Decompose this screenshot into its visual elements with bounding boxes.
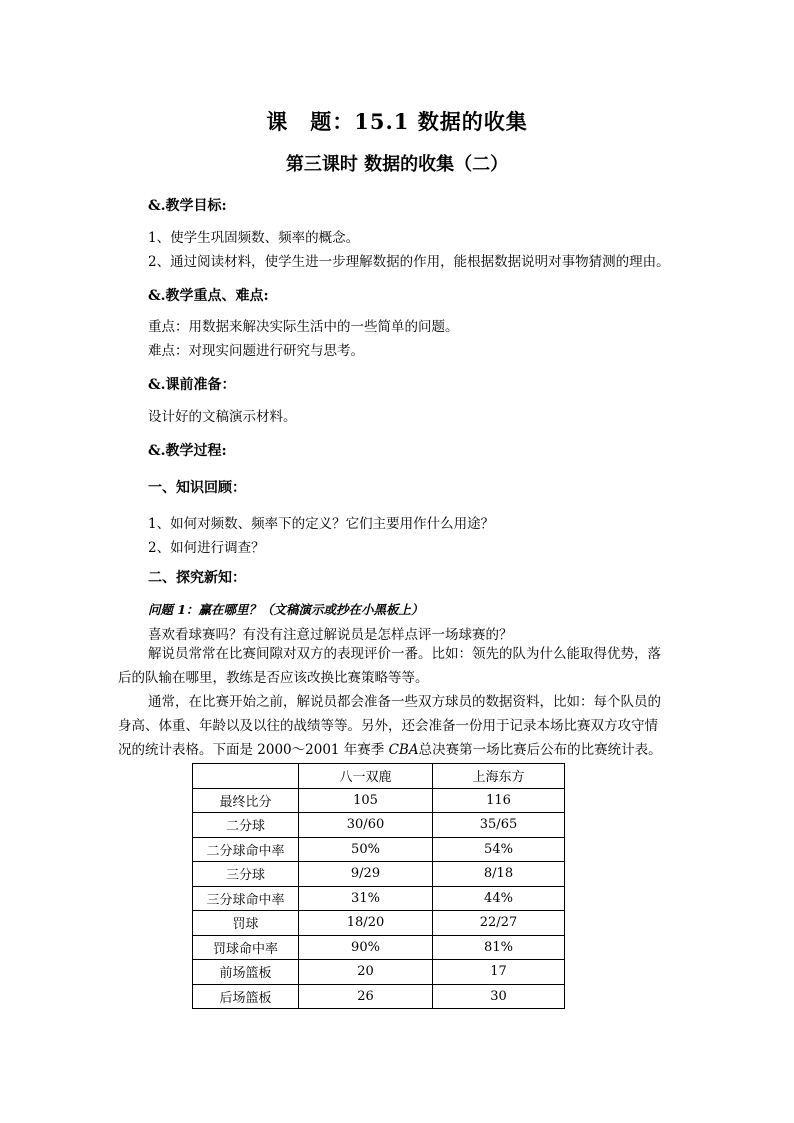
explore-heading: 二、探究新知：: [148, 570, 246, 586]
objective-item: 2、通过阅读材料，使学生进一步理解数据的作用，能根据数据说明对事物猜测的理由。: [148, 254, 670, 270]
table-header-row: [193, 764, 565, 789]
focus-text: 重点：用数据来解决实际生活中的一些简单的问题。: [148, 319, 459, 335]
table-cell: 22/27: [433, 911, 565, 936]
table-row: [193, 862, 565, 887]
paragraph-text: 通常，在比赛开始之前，解说员都会准备一些双方球员的数据资料，比如：每个队员的身高、体重、年龄以及以往的战绩等等。另外，还会准备一份用于记录本场比赛双方攻守情况的统计表格。下面是 2000～2001 年赛季: [118, 694, 661, 758]
objectives-heading: &.教学目标:: [148, 198, 227, 214]
paragraph: 喜欢看球赛吗？有没有注意过解说员是怎样点评一场球赛的？: [148, 627, 513, 643]
keypoints-heading: &.教学重点、难点:: [148, 288, 269, 304]
table-cell: 后场篮板: [193, 984, 299, 1009]
table-row: [193, 911, 565, 936]
table-row: [193, 886, 565, 911]
review-heading: 一、知识回顾：: [148, 480, 246, 496]
table-header-cell: 八一双鹿: [299, 764, 433, 789]
paragraph: [118, 690, 663, 762]
table-cell: 17: [433, 960, 565, 985]
table-cell: 二分球命中率: [193, 837, 299, 862]
preparation-heading: &.课前准备：: [148, 377, 236, 393]
paragraph-text: 总决赛第一场比赛后公布的比赛统计表。: [418, 742, 662, 758]
lesson-title: 课 题：15.1 数据的收集: [266, 109, 528, 134]
table-cell: 二分球: [193, 813, 299, 838]
table-cell: 90%: [299, 935, 433, 960]
stats-table: [192, 763, 565, 1009]
process-heading: &.教学过程:: [148, 443, 227, 459]
table-cell: 26: [299, 984, 433, 1009]
table-cell: 罚球: [193, 911, 299, 936]
table-cell: 44%: [433, 886, 565, 911]
cba-text: CBA: [388, 742, 419, 758]
table-cell: 50%: [299, 837, 433, 862]
table-row: [193, 813, 565, 838]
difficulty-text: 难点：对现实问题进行研究与思考。: [148, 343, 364, 359]
table-cell: 30/60: [299, 813, 433, 838]
table-row: [193, 788, 565, 813]
table-cell: 9/29: [299, 862, 433, 887]
paragraph: 解说员常常在比赛间隙对双方的表现评价一番。比如：领先的队为什么能取得优势，落后的队输在哪里，教练是否应该改换比赛策略等等。: [118, 646, 661, 686]
review-item: 2、如何进行调查？: [148, 540, 265, 556]
table-cell: 前场篮板: [193, 960, 299, 985]
table-header-cell: [193, 764, 299, 789]
table-cell: 54%: [433, 837, 565, 862]
table-cell: 81%: [433, 935, 565, 960]
lesson-subtitle: 第三课时 数据的收集（二）: [285, 154, 509, 175]
table-cell: 18/20: [299, 911, 433, 936]
table-cell: 30: [433, 984, 565, 1009]
objective-item: 1、使学生巩固频数、频率的概念。: [148, 230, 360, 246]
table-cell: 最终比分: [193, 788, 299, 813]
table-header-cell: 上海东方: [433, 764, 565, 789]
table-cell: 三分球命中率: [193, 886, 299, 911]
table-row: [193, 935, 565, 960]
table-row: [193, 837, 565, 862]
table-cell: 35/65: [433, 813, 565, 838]
review-item: 1、如何对频数、频率下的定义？它们主要用作什么用途？: [148, 516, 495, 532]
table-cell: 105: [299, 788, 433, 813]
table-cell: 116: [433, 788, 565, 813]
table-row: [193, 984, 565, 1009]
table-cell: 8/18: [433, 862, 565, 887]
table-cell: 罚球命中率: [193, 935, 299, 960]
table-cell: 31%: [299, 886, 433, 911]
table-cell: 三分球: [193, 862, 299, 887]
problem-title: 问题 1：赢在哪里？（文稿演示或抄在小黑板上）: [148, 602, 424, 617]
preparation-text: 设计好的文稿演示材料。: [148, 409, 297, 425]
table-row: [193, 960, 565, 985]
table-cell: 20: [299, 960, 433, 985]
